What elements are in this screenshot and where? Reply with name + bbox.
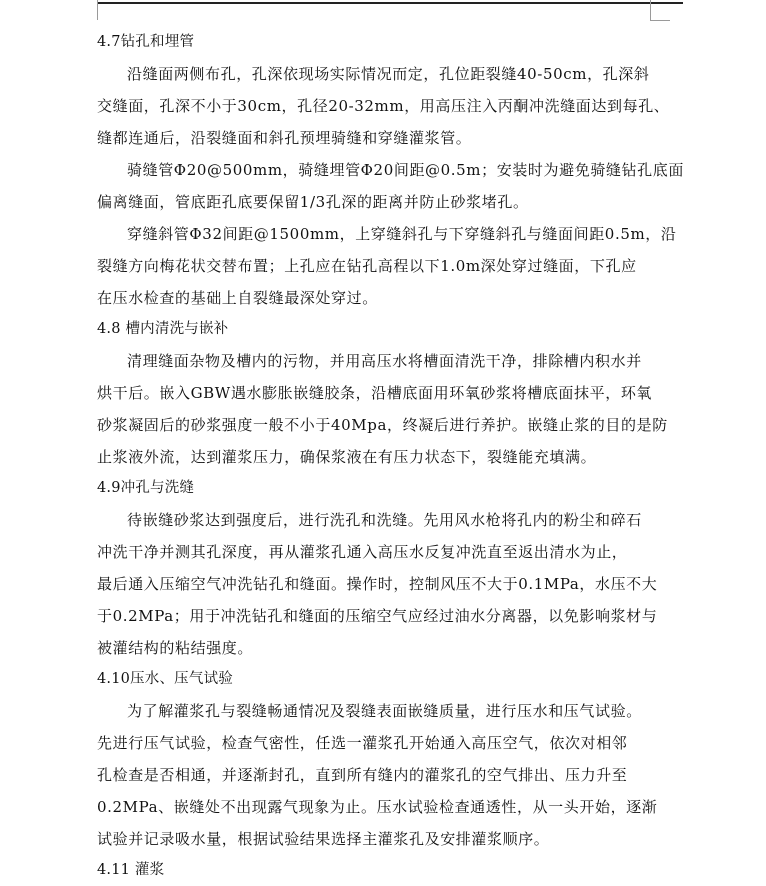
text-line: 于0.2MPa；用于冲洗钻孔和缝面的压缩空气应经过油水分离器，以免影响浆材与 <box>97 607 658 625</box>
text-line: 缝都连通后，沿裂缝面和斜孔预埋骑缝和穿缝灌浆管。 <box>97 129 472 147</box>
text-line: 冲洗干净并测其孔深度，再从灌浆孔通入高压水反复冲洗直至返出清水为止， <box>97 543 628 561</box>
text-line: 沿缝面两侧布孔，孔深依现场实际情况而定，孔位距裂缝40-50cm，孔深斜 <box>127 65 650 83</box>
section-heading: 4.11 灌浆 <box>97 862 165 878</box>
text-line: 待嵌缝砂浆达到强度后，进行洗孔和洗缝。先用风水枪将孔内的粉尘和碎石 <box>127 511 642 529</box>
paragraph <box>97 695 657 855</box>
text-line: 在压水检查的基础上自裂缝最深处穿过。 <box>97 289 378 307</box>
crop-mark-right-tick <box>650 20 670 21</box>
crop-mark-right <box>650 0 651 20</box>
text-line: 试验并记录吸水量，根据试验结果选择主灌浆孔及安排灌浆顺序。 <box>97 830 550 848</box>
text-line: 为了解灌浆孔与裂缝畅通情况及裂缝表面嵌缝质量，进行压水和压气试验。 <box>127 702 642 720</box>
page-top-border <box>97 2 683 4</box>
text-line: 砂浆凝固后的砂浆强度一般不小于40Mpa，终凝后进行养护。嵌缝止浆的目的是防 <box>97 416 668 434</box>
paragraph <box>97 58 670 154</box>
text-line: 先进行压气试验，检查气密性，任选一灌浆孔开始通入高压空气，依次对相邻 <box>97 734 628 752</box>
paragraph <box>97 504 657 664</box>
text-line: 裂缝方向梅花状交替布置；上孔应在钻孔高程以下1.0m深处穿过缝面，下孔应 <box>97 257 637 275</box>
paragraph <box>97 345 668 473</box>
section-heading: 4.7钻孔和埋管 <box>97 34 195 50</box>
section-heading: 4.8 槽内清洗与嵌补 <box>97 321 229 337</box>
text-line: 被灌结构的粘结强度。 <box>97 639 254 657</box>
text-line: 交缝面，孔深不小于30cm，孔径20-32mm，用高压注入丙酮冲洗缝面达到每孔、 <box>97 97 670 115</box>
section-heading: 4.9冲孔与洗缝 <box>97 480 195 496</box>
document-body <box>97 27 684 886</box>
text-line: 烘干后。嵌入GBW遇水膨胀嵌缝胶条，沿槽底面用环氧砂浆将槽底面抹平，环氧 <box>97 384 653 402</box>
crop-mark-left <box>97 0 98 20</box>
paragraph <box>97 154 684 218</box>
text-line: 止浆液外流，达到灌浆压力，确保浆液在有压力状态下，裂缝能充填满。 <box>97 448 597 466</box>
text-line: 0.2MPa、嵌缝处不出现露气现象为止。压水试验检查通透性，从一头开始，逐渐 <box>97 798 658 816</box>
text-line: 穿缝斜管Φ32间距@1500mm，上穿缝斜孔与下穿缝斜孔与缝面间距0.5m，沿 <box>127 225 677 243</box>
text-line: 清理缝面杂物及槽内的污物，并用高压水将槽面清洗干净，排除槽内积水并 <box>127 352 642 370</box>
text-line: 偏离缝面，管底距孔底要保留1/3孔深的距离并防止砂浆堵孔。 <box>97 193 529 211</box>
text-line: 骑缝管Φ20@500mm，骑缝埋管Φ20间距@0.5m；安装时为避免骑缝钻孔底面 <box>127 161 684 179</box>
text-line: 孔检查是否相通，并逐渐封孔，直到所有缝内的灌浆孔的空气排出、压力升至 <box>97 766 628 784</box>
text-line: 最后通入压缩空气冲洗钻孔和缝面。操作时，控制风压不大于0.1MPa，水压不大 <box>97 575 658 593</box>
section-heading: 4.10压水、压气试验 <box>97 671 233 687</box>
paragraph <box>97 218 677 314</box>
